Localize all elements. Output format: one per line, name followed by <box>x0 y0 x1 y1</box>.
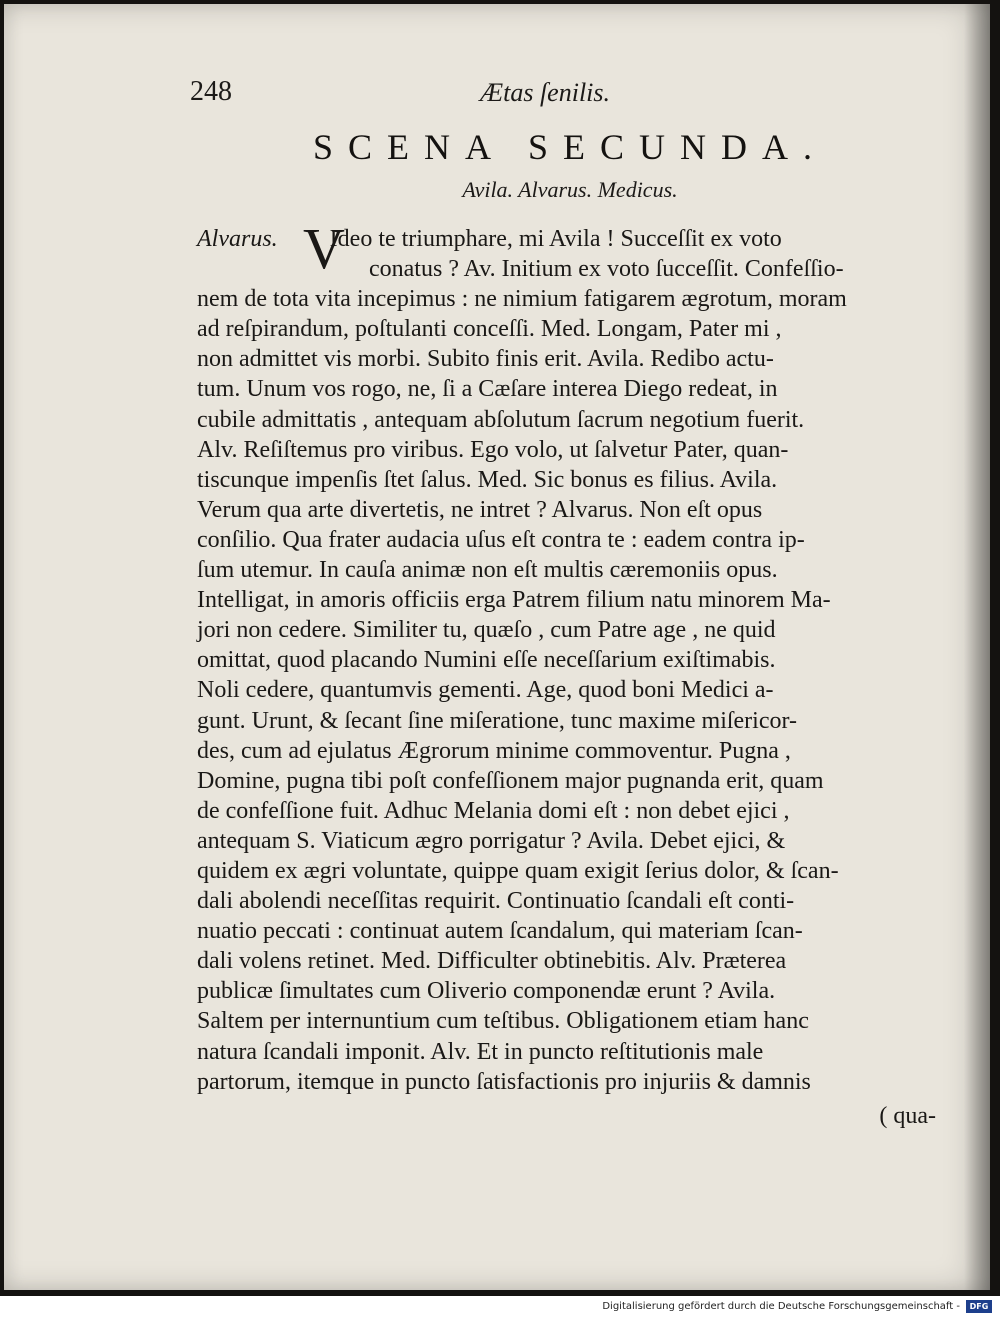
scene-characters: Avila. Alvarus. Medicus. <box>462 177 678 202</box>
line-text: jori non cedere. Similiter tu, quæſo , cum Patre age , ne quid <box>197 617 776 644</box>
line-text: Saltem per internuntium cum teſtibus. Obligationem etiam hanc <box>197 1008 809 1035</box>
line-text: omittat, quod placando Numini eſſe neceſſarium exiſtimabis. <box>197 647 776 674</box>
dfg-logo-icon: DFG <box>966 1300 992 1313</box>
digitization-footer <box>0 1296 1000 1319</box>
text-line <box>197 886 953 916</box>
text-line <box>197 435 953 465</box>
body-text <box>197 216 953 1097</box>
text-line <box>197 706 953 736</box>
line-text: tiscunque impenſis ſtet ſalus. Med. Sic bonus es filius. Avila. <box>197 466 778 493</box>
text-line <box>197 284 953 314</box>
line-text: non admittet vis morbi. Subito finis erit. Avila. Redibo actu- <box>197 346 774 373</box>
line-text: antequam S. Viaticum ægro porrigatur ? Avila. Debet ejici, & <box>197 827 786 854</box>
text-line <box>197 675 953 705</box>
text-line <box>197 916 953 946</box>
line-text: de confeſſione fuit. Adhuc Melania domi eſt : non debet ejici , <box>197 797 790 824</box>
text-line <box>197 766 953 796</box>
text-line <box>197 314 953 344</box>
page-edge-shadow <box>964 4 990 1290</box>
line-text: Domine, pugna tibi poſt confeſſionem major pugnanda erit, quam <box>197 767 824 794</box>
line-text: nuatio peccati : continuat autem ſcandalum, qui materiam ſcan- <box>197 918 803 945</box>
running-title: Ætas ſenilis. <box>480 78 611 107</box>
line-text: conſilio. Qua frater audacia uſus eſt contra te : eadem contra ip- <box>197 526 805 553</box>
line-text: Ideo te triumphare, mi Avila ! Succeſſit ex voto <box>329 226 782 252</box>
text-line <box>197 826 953 856</box>
line-text: dali volens retinet. Med. Difficulter obtinebitis. Alv. Præterea <box>197 948 787 975</box>
text-line <box>197 344 953 374</box>
line-text: publicæ ſimultates cum Oliverio componendæ erunt ? Avila. <box>197 978 776 1005</box>
text-line <box>197 585 953 615</box>
funding-credit: Digitalisierung gefördert durch die Deutsche Forschungsgemeinschaft - <box>602 1301 960 1312</box>
line-text: Alv. Reſiſtemus pro viribus. Ego volo, ut ſalvetur Pater, quan- <box>197 436 789 463</box>
line-text: quidem ex ægri voluntate, quippe quam exigit ſerius dolor, & ſcan- <box>197 857 839 884</box>
scene-title: SCENA SECUNDA. <box>312 127 828 167</box>
text-line <box>197 946 953 976</box>
page-number: 248 <box>190 76 232 107</box>
line-text: Intelligat, in amoris officiis erga Patrem filium natu minorem Ma- <box>197 587 831 614</box>
drop-capital: V <box>303 216 345 281</box>
text-line <box>197 796 953 826</box>
line-text: tum. Unum vos rogo, ne, ſi a Cæſare interea Diego redeat, in <box>197 376 778 403</box>
line-text: gunt. Urunt, & ſecant ſine miſeratione, tunc maxime miſericor- <box>197 707 797 734</box>
text-line <box>197 525 953 555</box>
line-text: Noli cedere, quantumvis gementi. Age, quod boni Medici a- <box>197 677 774 704</box>
text-line <box>197 555 953 585</box>
catchword: ( qua- <box>879 1103 936 1129</box>
running-header <box>190 76 950 116</box>
text-line <box>197 736 953 766</box>
text-line <box>197 1006 953 1036</box>
line-text: ad reſpirandum, poſtulanti conceſſi. Med. Longam, Pater mi , <box>197 316 782 343</box>
text-line <box>197 495 953 525</box>
line-text: ſum utemur. In cauſa animæ non eſt multis cæremoniis opus. <box>197 557 778 584</box>
text-line <box>197 856 953 886</box>
line-text: partorum, itemque in puncto ſatisfactionis pro injuriis & damnis <box>197 1068 811 1095</box>
speaker-name: Alvarus. <box>197 226 278 252</box>
line-text: Verum qua arte divertetis, ne intret ? Alvarus. Non eſt opus <box>197 496 763 523</box>
text-line <box>197 405 953 435</box>
book-page <box>4 4 990 1290</box>
line-text: cubile admittatis , antequam abſolutum ſacrum negotium fuerit. <box>197 406 805 433</box>
line-text: dali abolendi neceſſitas requirit. Continuatio ſcandali eſt conti- <box>197 888 795 915</box>
text-line <box>197 615 953 645</box>
text-line <box>197 645 953 675</box>
text-line <box>197 465 953 495</box>
text-line <box>197 1037 953 1067</box>
line-text: des, cum ad ejulatus Ægrorum minime commoventur. Pugna , <box>197 737 791 764</box>
line-text: nem de tota vita incepimus : ne nimium fatigarem ægrotum, moram <box>197 286 847 313</box>
line-text: natura ſcandali imponit. Alv. Et in puncto reſtitutionis male <box>197 1038 764 1065</box>
text-line <box>197 1067 953 1097</box>
text-line <box>197 976 953 1006</box>
line-text: conatus ? Av. Initium ex voto ſucceſſit. Confeſſio- <box>369 256 844 283</box>
text-line <box>197 374 953 404</box>
